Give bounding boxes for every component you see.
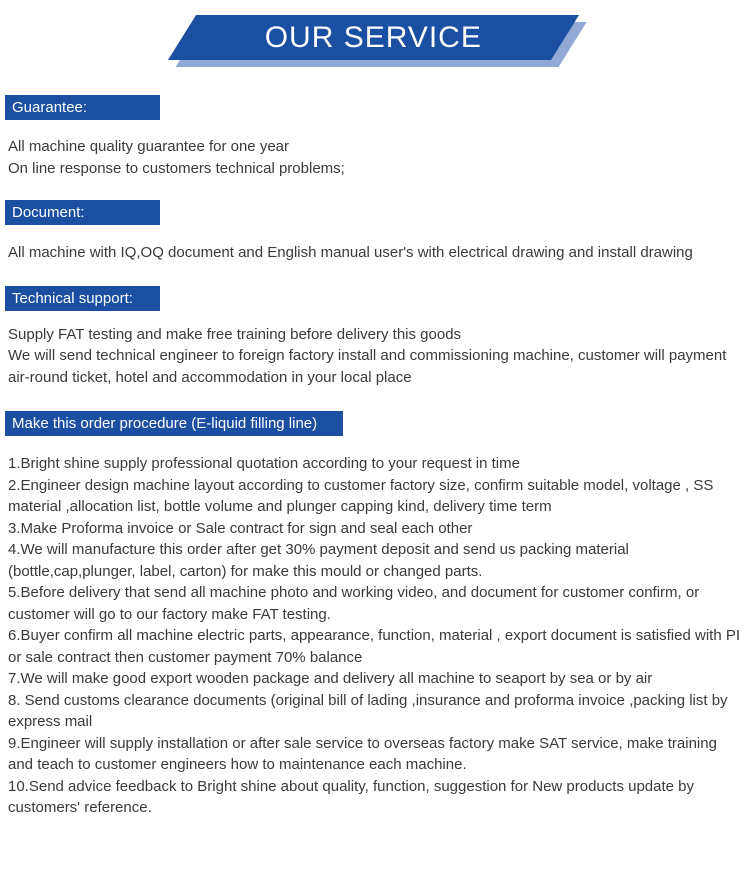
section-document (0, 200, 750, 264)
section-body-guarantee (0, 136, 750, 179)
section-body-technical-support (0, 324, 750, 389)
procedure-step: 8. Send customs clearance documents (original bill of lading ,insurance and proforma invoice ,packing list by express mail (8, 691, 728, 730)
text-line: All machine quality guarantee for one year (8, 138, 290, 155)
section-order-procedure (0, 411, 750, 819)
section-heading-order-procedure: Make this order procedure (E-liquid filling line) (5, 411, 343, 436)
section-body-order-procedure (0, 453, 750, 819)
procedure-step: 7.We will make good export wooden package and delivery all machine to seaport by sea or by air (8, 670, 653, 687)
procedure-step: 10.Send advice feedback to Bright shine about quality, function, suggestion for New products update by customers' reference. (8, 777, 694, 816)
text-line: All machine with IQ,OQ document and English manual user's with electrical drawing and install drawing (8, 244, 693, 261)
text-line: On line response to customers technical problems; (8, 159, 345, 177)
procedure-step: 4.We will manufacture this order after get 30% payment deposit and send us packing material (bottle,cap,plunger, label, carton) for make this mould or changed parts. (8, 541, 629, 580)
section-guarantee (0, 95, 750, 179)
banner-title: OUR SERVICE (264, 20, 483, 54)
section-heading-guarantee: Guarantee: (5, 95, 160, 120)
procedure-step: 9.Engineer will supply installation or after sale service to overseas factory make SAT service, make training and teach to customer engineers how to maintenance each machine. (8, 734, 717, 773)
section-heading-technical-support: Technical support: (5, 286, 160, 311)
our-service-banner (168, 15, 579, 60)
procedure-step: 6.Buyer confirm all machine electric parts, appearance, function, material , export document is satisfied with PI or sale contract then customer payment 70% balance (8, 627, 741, 666)
our-service-page (0, 15, 750, 819)
section-technical-support (0, 286, 750, 389)
procedure-step: 2.Engineer design machine layout according to customer factory size, confirm suitable model, voltage , SS material ,allocation list, bottle volume and plunger capping kind, delivery time term (8, 476, 714, 515)
section-body-document (0, 242, 750, 264)
procedure-step: 5.Before delivery that send all machine photo and working video, and document for customer confirm, or customer will go to our factory make FAT testing. (8, 584, 700, 623)
text-line: Supply FAT testing and make free training before delivery this goods (8, 325, 462, 343)
procedure-step: 3.Make Proforma invoice or Sale contract for sign and seal each other (8, 519, 473, 537)
procedure-step: 1.Bright shine supply professional quotation according to your request in time (8, 455, 520, 472)
section-heading-document: Document: (5, 200, 160, 225)
text-line: We will send technical engineer to foreign factory install and commissioning machine, customer will payment air-round ticket, hotel and accommodation in your local place (8, 347, 727, 386)
